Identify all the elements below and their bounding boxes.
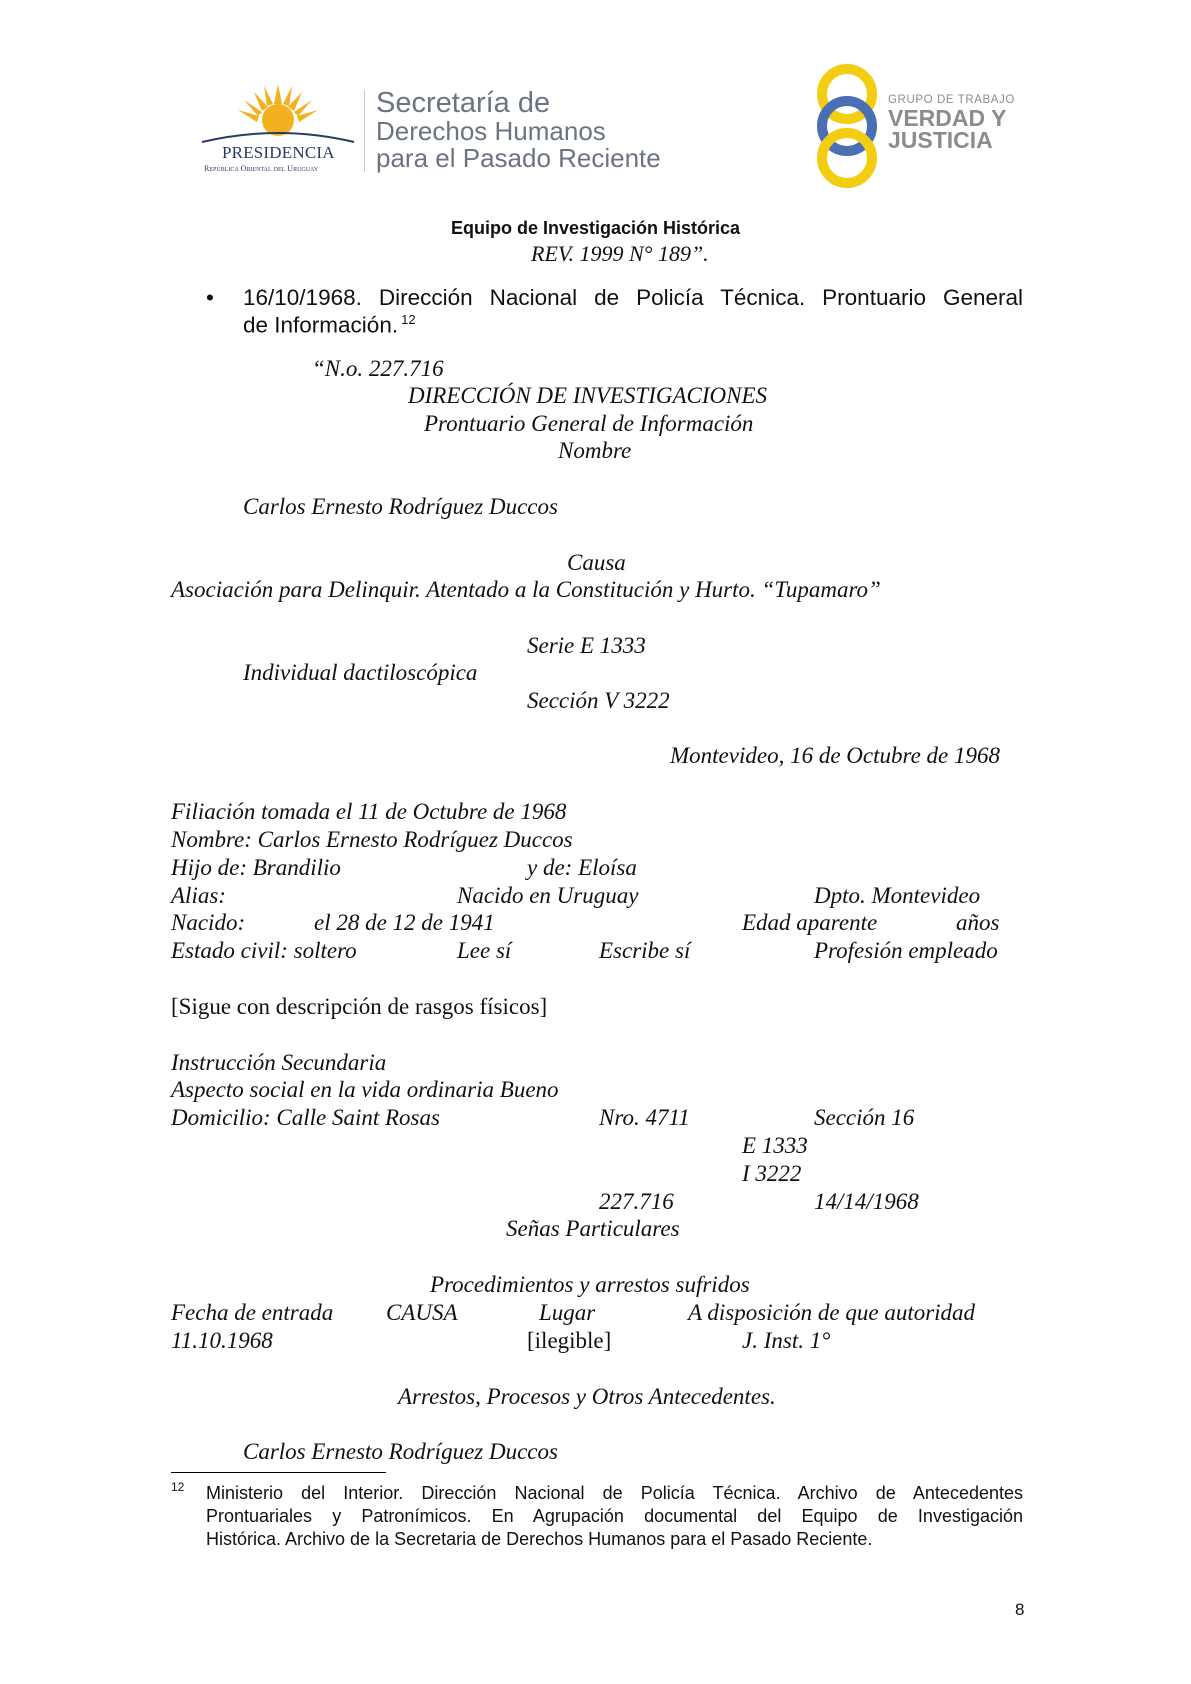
doc-number: “N.o. 227.716	[312, 356, 444, 381]
grupo-line1: GRUPO DE TRABAJO	[888, 94, 1015, 106]
hijo-de: Hijo de: Brandilio	[171, 855, 341, 880]
grupo-line3: JUSTICIA	[888, 127, 993, 153]
row-autoridad: J. Inst. 1°	[742, 1328, 831, 1353]
bullet-text-line1: 16/10/1968. Dirección Nacional de Policía Técnica. Prontuario General	[243, 285, 1023, 310]
footnote-number: 12	[171, 1480, 185, 1494]
aspecto-social: Aspecto social en la vida ordinaria Bueno	[171, 1077, 559, 1102]
presidencia-subtitle: República Oriental del Uruguay	[204, 164, 319, 173]
e1333: E 1333	[742, 1133, 808, 1158]
procedimientos-title: Procedimientos y arrestos sufridos	[430, 1272, 750, 1297]
nombre-final: Carlos Ernesto Rodríguez Duccos	[243, 1439, 558, 1464]
alias-label: Alias:	[171, 883, 226, 908]
bracket-note: [Sigue con descripción de rasgos físicos]	[171, 994, 548, 1019]
header-divider	[364, 90, 365, 172]
bullet-text-line2	[243, 312, 416, 339]
team-title: Equipo de Investigación Histórica	[450, 218, 741, 238]
nombre-value: Carlos Ernesto Rodríguez Duccos	[243, 494, 558, 519]
estado-civil: Estado civil: soltero	[171, 938, 357, 963]
arrestos-title: Arrestos, Procesos y Otros Antecedentes.	[398, 1384, 776, 1409]
secretaria-line2: Derechos Humanos	[376, 116, 606, 146]
domicilio: Domicilio: Calle Saint Rosas	[171, 1105, 440, 1130]
presidencia-title: PRESIDENCIA	[222, 143, 335, 162]
sun-emblem-icon	[198, 80, 358, 150]
page-number: 8	[1015, 1600, 1025, 1619]
doc-title: DIRECCIÓN DE INVESTIGACIONES	[408, 383, 768, 408]
dpto: Dpto. Montevideo	[814, 883, 981, 908]
footnote-line2: Prontuariales y Patronímicos. En Agrupación documental del Equipo de Investigación	[206, 1506, 1023, 1526]
escribe: Escribe sí	[599, 938, 691, 963]
footnote-reference: 12	[401, 312, 416, 327]
causa-value: Asociación para Delinquir. Atentado a la Constitución y Hurto. “Tupamaro”	[171, 577, 881, 602]
causa-label: Causa	[567, 550, 626, 575]
nacido-fecha: el 28 de 12 de 1941	[314, 910, 495, 935]
linked-rings-icon	[812, 64, 882, 188]
col-autoridad: A disposición de que autoridad	[688, 1300, 976, 1325]
footnote-line3: Histórica. Archivo de la Secretaria de Derechos Humanos para el Pasado Reciente.	[206, 1529, 873, 1549]
secretaria-line3: para el Pasado Reciente	[376, 143, 661, 173]
col-lugar: Lugar	[539, 1300, 596, 1325]
senas-particulares: Señas Particulares	[506, 1216, 680, 1241]
grupo-verdad-justicia-logo	[812, 64, 1032, 190]
doc-subtitle: Prontuario General de Información	[424, 411, 754, 436]
lee: Lee sí	[457, 938, 512, 963]
nacido-label: Nacido:	[171, 910, 246, 935]
seccion-16: Sección 16	[814, 1105, 915, 1130]
presidencia-logo	[198, 80, 358, 180]
footnote-separator	[171, 1472, 386, 1473]
i3222: I 3222	[742, 1161, 802, 1186]
bullet-dot: •	[206, 285, 214, 310]
place-date: Montevideo, 16 de Octubre de 1968	[670, 743, 1000, 768]
anos-label: años	[956, 910, 1000, 935]
secretaria-line1: Secretaría de	[376, 87, 551, 119]
rev-line: REV. 1999 N° 189”.	[531, 241, 709, 266]
col-causa: CAUSA	[386, 1300, 458, 1325]
edad-aparente: Edad aparente	[742, 910, 878, 935]
profesion: Profesión empleado	[814, 938, 998, 963]
filiacion-line: Filiación tomada el 11 de Octubre de 1968	[171, 799, 567, 824]
fecha-14-14-1968: 14/14/1968	[814, 1189, 919, 1214]
serie-field: Serie E 1333	[527, 633, 646, 658]
col-fecha-entrada: Fecha de entrada	[171, 1300, 334, 1325]
row-lugar: [ilegible]	[527, 1328, 612, 1353]
grupo-line2: VERDAD Y	[888, 105, 1007, 131]
num-227716: 227.716	[599, 1189, 674, 1214]
nombre-label: Nombre	[558, 438, 632, 463]
instruccion: Instrucción Secundaria	[171, 1050, 387, 1075]
nacido-en: Nacido en Uruguay	[457, 883, 639, 908]
footnote-line1: Ministerio del Interior. Dirección Nacional de Policía Técnica. Archivo de Antecedentes	[206, 1483, 1023, 1503]
y-de: y de: Eloísa	[527, 855, 637, 880]
secretaria-logo-text	[376, 88, 661, 172]
bullet-text-line2-text: de Información.	[243, 312, 399, 338]
row-fecha: 11.10.1968	[171, 1328, 273, 1353]
nro: Nro. 4711	[599, 1105, 690, 1130]
nombre-full-line: Nombre: Carlos Ernesto Rodríguez Duccos	[171, 827, 573, 852]
seccion-field: Sección V 3222	[527, 688, 670, 713]
individual-field: Individual dactiloscópica	[243, 660, 478, 685]
